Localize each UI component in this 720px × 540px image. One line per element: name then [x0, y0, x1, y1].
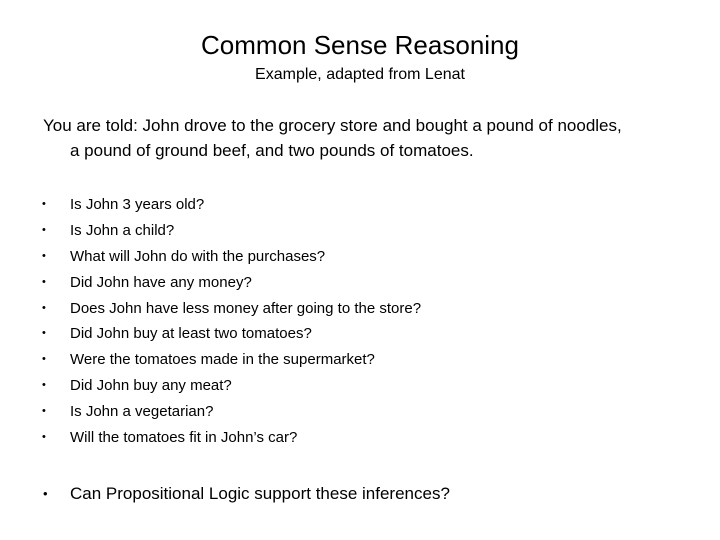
- question-text: Did John have any money?: [70, 273, 252, 291]
- bullet-icon: •: [42, 327, 46, 340]
- question-text: Will the tomatoes fit in John’s car?: [70, 429, 298, 447]
- question-text: Were the tomatoes made in the supermarket?: [70, 351, 375, 369]
- question-text: Did John buy any meat?: [70, 377, 232, 395]
- question-text: Is John 3 years old?: [70, 196, 205, 213]
- question-text: Is John a child?: [70, 221, 175, 239]
- bullet-icon: •: [42, 431, 46, 444]
- slide-subtitle: Example, adapted from Lenat: [255, 66, 465, 83]
- slide-title: Common Sense Reasoning: [201, 30, 519, 60]
- intro-paragraph: [43, 113, 703, 163]
- bullet-icon: •: [42, 198, 46, 210]
- bullet-icon: •: [42, 379, 46, 392]
- question-text: Did John buy at least two tomatoes?: [70, 325, 312, 343]
- question-text: Is John a vegetarian?: [70, 403, 214, 421]
- bullet-icon: •: [42, 223, 46, 236]
- intro-line-1: You are told: John drove to the grocery store and bought a pound of noodles,: [43, 116, 622, 135]
- bullet-icon: •: [42, 353, 46, 366]
- bullet-icon: •: [42, 405, 46, 418]
- question-text: Does John have less money after going to the store?: [70, 299, 422, 317]
- bullet-icon: •: [42, 249, 46, 262]
- intro-line-2: a pound of ground beef, and two pounds of tomatoes.: [70, 141, 474, 160]
- bullet-icon: •: [43, 486, 48, 501]
- bullet-icon: •: [42, 275, 46, 288]
- final-question-text: Can Propositional Logic support these inferences?: [70, 484, 450, 503]
- bullet-icon: •: [42, 301, 46, 314]
- question-text: What will John do with the purchases?: [70, 247, 326, 265]
